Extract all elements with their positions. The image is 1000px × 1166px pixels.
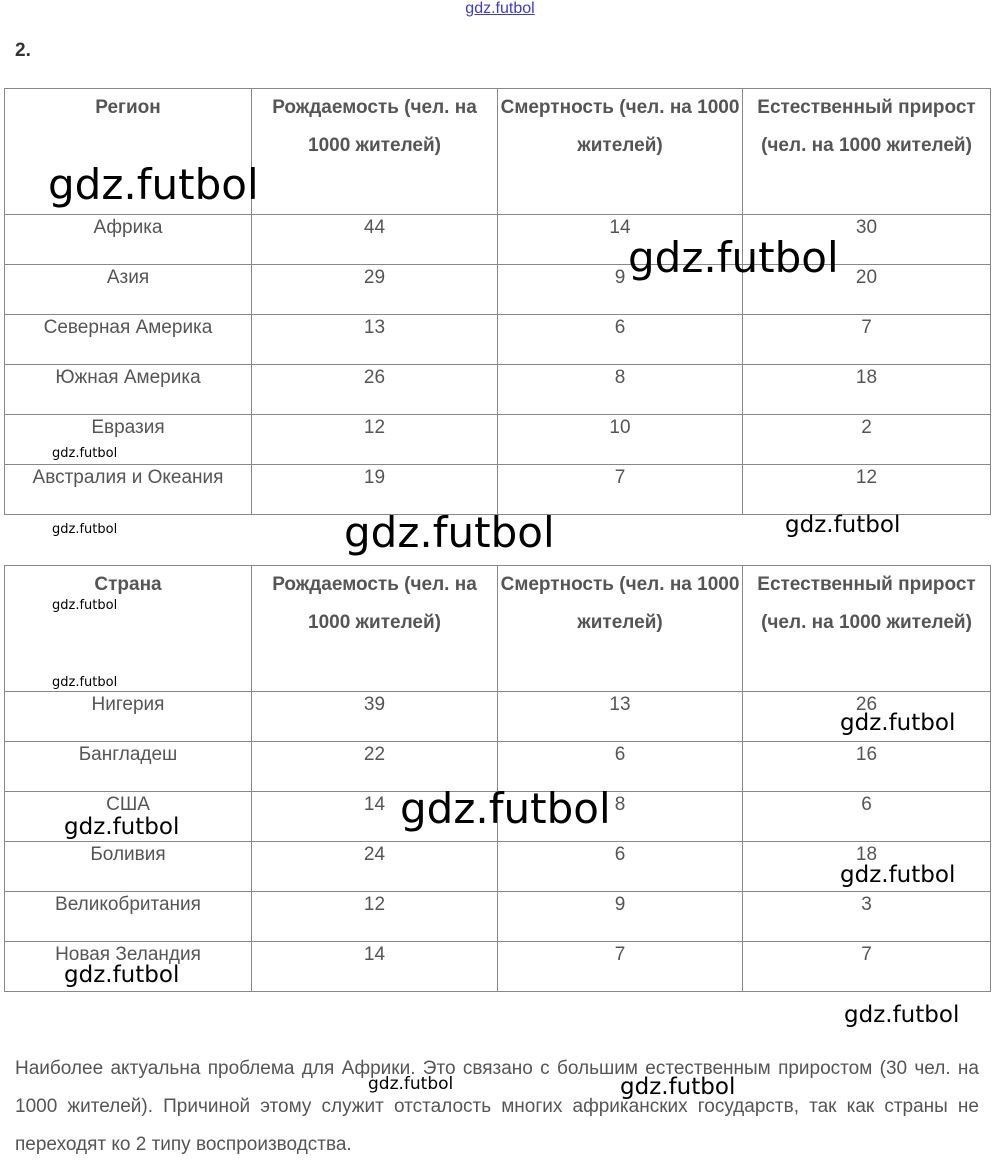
table-row <box>5 465 991 515</box>
table-row <box>5 365 991 415</box>
watermark: gdz.futbol <box>844 1002 960 1028</box>
growth-cell: 7 <box>743 942 991 992</box>
region-cell: Африка <box>5 215 252 265</box>
watermark: gdz.futbol <box>840 710 956 736</box>
region-cell: Южная Америка <box>5 365 252 415</box>
regions-table <box>4 88 991 515</box>
growth-cell: 2 <box>743 415 991 465</box>
birth-rate-cell: 14 <box>252 792 498 842</box>
death-rate-cell: 10 <box>498 415 743 465</box>
death-rate-cell: 6 <box>498 742 743 792</box>
death-rate-cell: 8 <box>498 792 743 842</box>
birth-rate-cell: 24 <box>252 842 498 892</box>
country-cell: США <box>5 792 252 842</box>
region-cell: Азия <box>5 265 252 315</box>
watermark: gdz.futbol <box>52 675 118 690</box>
region-cell: Евразия <box>5 415 252 465</box>
death-rate-cell: 8 <box>498 365 743 415</box>
growth-cell: 18 <box>743 842 991 892</box>
header-region: Регион <box>5 89 252 215</box>
table-row <box>5 265 991 315</box>
birth-rate-cell: 26 <box>252 365 498 415</box>
watermark: gdz.futbol <box>628 233 839 282</box>
watermark: gdz.futbol <box>368 1074 454 1094</box>
region-cell: Австралия и Океания <box>5 465 252 515</box>
task-number: 2. <box>15 40 31 61</box>
growth-cell: 3 <box>743 892 991 942</box>
header-country: Страна <box>5 566 252 692</box>
death-rate-cell: 14 <box>498 215 743 265</box>
death-rate-cell: 7 <box>498 942 743 992</box>
death-rate-cell: 6 <box>498 842 743 892</box>
answer-paragraph: Наиболее актуальна проблема для Африки. Это связано с большим естественным приростом (30 чел. на 1000 жителей). Причиной этому служит отсталость многих африканских государств, так как страны не переходят ко 2 типу воспроизводства. <box>15 1058 979 1155</box>
death-rate-cell: 7 <box>498 465 743 515</box>
table-row <box>5 315 991 365</box>
growth-cell: 26 <box>743 692 991 742</box>
country-cell: Бангладеш <box>5 742 252 792</box>
header-birth-rate: Рождаемость (чел. на 1000 жителей) <box>252 566 498 692</box>
growth-cell: 18 <box>743 365 991 415</box>
table-row <box>5 215 991 265</box>
birth-rate-cell: 44 <box>252 215 498 265</box>
table-header-row <box>5 566 991 692</box>
region-cell: Северная Америка <box>5 315 252 365</box>
birth-rate-cell: 22 <box>252 742 498 792</box>
growth-cell: 6 <box>743 792 991 842</box>
growth-cell: 30 <box>743 215 991 265</box>
birth-rate-cell: 13 <box>252 315 498 365</box>
birth-rate-cell: 14 <box>252 942 498 992</box>
header-natural-growth: Естественный прирост (чел. на 1000 жителей) <box>743 566 991 692</box>
country-cell: Боливия <box>5 842 252 892</box>
watermark: gdz.futbol <box>840 862 956 888</box>
watermark: gdz.futbol <box>620 1074 736 1100</box>
birth-rate-cell: 12 <box>252 415 498 465</box>
birth-rate-cell: 12 <box>252 892 498 942</box>
birth-rate-cell: 19 <box>252 465 498 515</box>
growth-cell: 12 <box>743 465 991 515</box>
death-rate-cell: 13 <box>498 692 743 742</box>
watermark: gdz.futbol <box>48 160 259 209</box>
growth-cell: 16 <box>743 742 991 792</box>
growth-cell: 20 <box>743 265 991 315</box>
watermark: gdz.futbol <box>64 814 180 840</box>
table-row <box>5 415 991 465</box>
watermark: gdz.futbol <box>785 512 901 538</box>
death-rate-cell: 6 <box>498 315 743 365</box>
watermark: gdz.futbol <box>64 962 180 988</box>
birth-rate-cell: 29 <box>252 265 498 315</box>
watermark: gdz.futbol <box>344 508 555 557</box>
watermark: gdz.futbol <box>52 598 118 613</box>
birth-rate-cell: 39 <box>252 692 498 742</box>
watermark: gdz.futbol <box>52 446 118 461</box>
header-birth-rate: Рождаемость (чел. на 1000 жителей) <box>252 89 498 215</box>
watermark: gdz.futbol <box>52 522 118 537</box>
death-rate-cell: 9 <box>498 892 743 942</box>
table-row <box>5 892 991 942</box>
site-link[interactable]: gdz.futbol <box>465 0 535 17</box>
header-death-rate: Смертность (чел. на 1000 жителей) <box>498 89 743 215</box>
growth-cell: 7 <box>743 315 991 365</box>
watermark: gdz.futbol <box>400 784 611 833</box>
countries-table <box>4 565 991 992</box>
country-cell: Новая Зеландия <box>5 942 252 992</box>
header-death-rate: Смертность (чел. на 1000 жителей) <box>498 566 743 692</box>
country-cell: Нигерия <box>5 692 252 742</box>
header-natural-growth: Естественный прирост (чел. на 1000 жителей) <box>743 89 991 215</box>
death-rate-cell: 9 <box>498 265 743 315</box>
country-cell: Великобритания <box>5 892 252 942</box>
